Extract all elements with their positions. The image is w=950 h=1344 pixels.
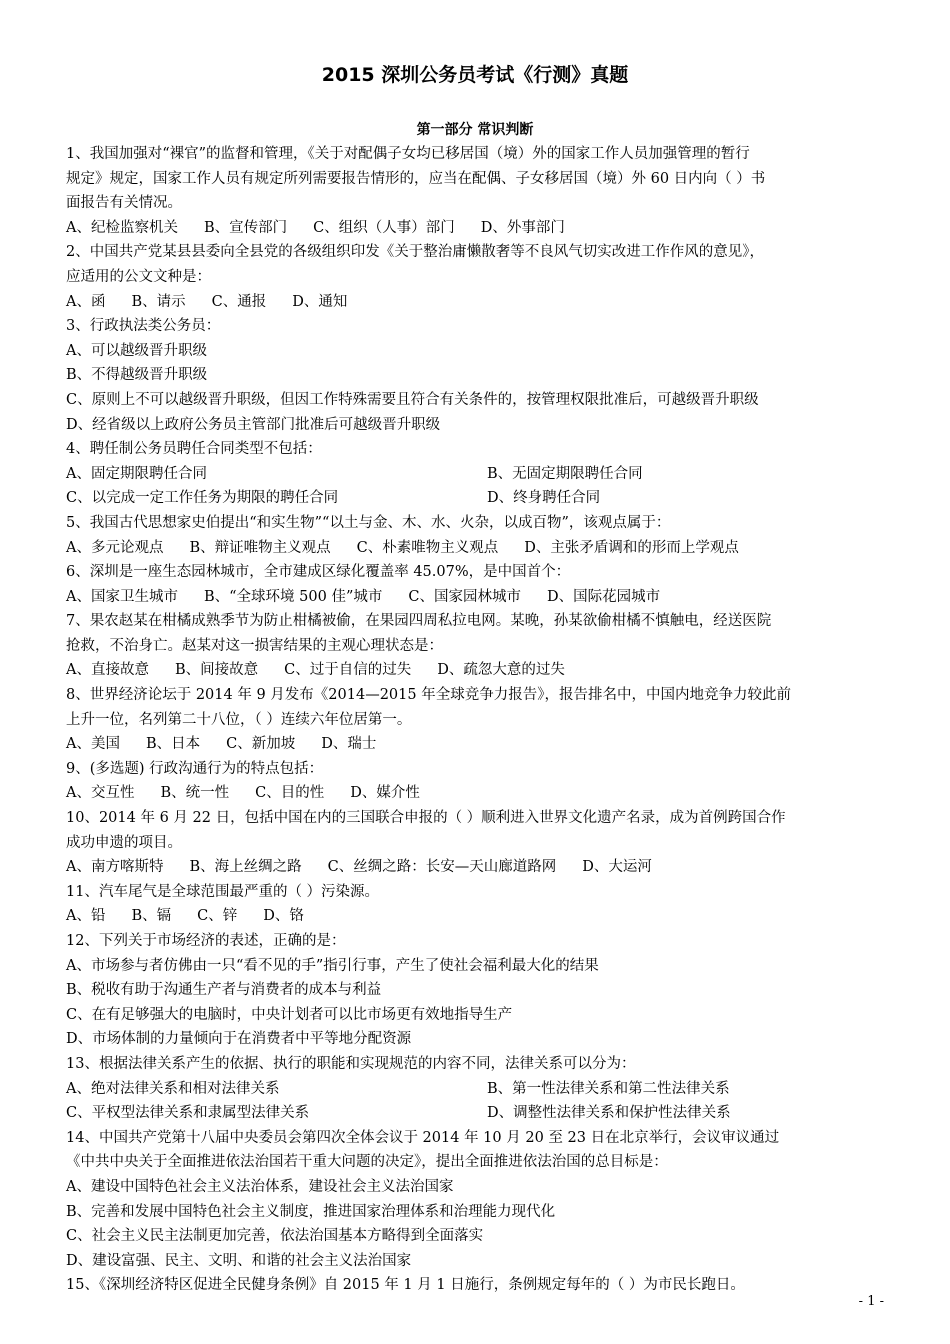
question-10-options (66, 855, 886, 880)
question-11-options (66, 904, 886, 929)
option-b: B、辩证唯物主义观点 (189, 539, 331, 556)
option-c: C、过于自信的过失 (284, 662, 412, 679)
question-7-options (66, 658, 886, 683)
option-d: D、主张矛盾调和的形而上学观点 (524, 539, 739, 556)
option-d: D、瑞士 (321, 736, 377, 753)
question-13-options (66, 1101, 886, 1126)
option-a: A、多元论观点 (66, 539, 164, 556)
question-7-text: 7、果农赵某在柑橘成熟季节为防止柑橘被偷，在果园四周私拉电网。某晚，孙某欲偷柑橘不慎触电，经送医院 (66, 613, 772, 630)
option-c: C、国家园林城市 (408, 588, 521, 605)
option-a: A、纪检监察机关 (66, 219, 178, 236)
question-14-text: 《中共中央关于全面推进依法治国若干重大问题的决定》，提出全面推进依法治国的总目标是： (66, 1154, 668, 1171)
option-c: C、朴素唯物主义观点 (356, 539, 499, 556)
question-6-text: 6、深圳是一座生态园林城市，全市建成区绿化覆盖率 45.07%，是中国首个： (66, 564, 571, 581)
option-b: B、“全球环境 500 佳”城市 (203, 588, 383, 605)
option-d: D、终身聘任合同 (487, 490, 601, 507)
question-13-text: 13、根据法律关系产生的依据、执行的职能和实现规范的内容不同，法律关系可以分为： (66, 1055, 636, 1072)
option-c: C、通报 (211, 293, 267, 310)
option-b: B、第一性法律关系和第二性法律关系 (487, 1080, 730, 1097)
option-a: A、固定期限聘任合同 (66, 465, 207, 482)
question-10-text: 10、2014 年 6 月 22 日，包括中国在内的三国联合申报的（ ）顺利进入世界文化遗产名录，成为首例跨国合作 (66, 810, 786, 827)
question-1-text: 规定》规定，国家工作人员有规定所列需要报告情形的，应当在配偶、子女移居国（境）外 60 日内向（ ）书 (66, 170, 766, 187)
option-c: C、社会主义民主法制更加完善，依法治国基本方略得到全面落实 (66, 1228, 484, 1245)
option-a: A、函 (66, 293, 106, 310)
option-d: D、市场体制的力量倾向于在消费者中平等地分配资源 (66, 1031, 412, 1048)
option-d: D、通知 (292, 293, 348, 310)
question-9-text: 9、(多选题) 行政沟通行为的特点包括： (66, 760, 324, 777)
option-a: A、美国 (66, 736, 120, 753)
option-d: D、调整性法律关系和保护性法律关系 (487, 1105, 731, 1122)
question-15-text: 15、《深圳经济特区促进全民健身条例》自 2015 年 1 月 1 日施行，条例规定每年的（ ）为市民长跑日。 (66, 1277, 745, 1294)
question-11-text: 11、汽车尾气是全球范围最严重的（ ）污染源。 (66, 883, 380, 900)
option-d: D、疏忽大意的过失 (437, 662, 565, 679)
question-13-options (66, 1077, 886, 1102)
option-c: C、组织（人事）部门 (313, 219, 455, 236)
option-c: C、以完成一定工作任务为期限的聘任合同 (66, 490, 339, 507)
question-7-text: 抢救，不治身亡。赵某对这一损害结果的主观心理状态是： (66, 637, 443, 654)
page-number: - 1 - (858, 1294, 884, 1309)
option-a: A、可以越级晋升职级 (66, 342, 207, 359)
option-a: A、直接故意 (66, 662, 149, 679)
option-b: B、宣传部门 (203, 219, 288, 236)
question-5-options (66, 536, 886, 561)
option-a: A、铅 (66, 908, 106, 925)
question-14-text: 14、中国共产党第十八届中央委员会第四次全体会议于 2014 年 10 月 20 至 23 日在北京举行，会议审议通过 (66, 1129, 780, 1146)
option-b: B、完善和发展中国特色社会主义制度，推进国家治理体系和治理能力现代化 (66, 1203, 556, 1220)
option-b: B、日本 (145, 736, 201, 753)
question-2-text: 应适用的公文文种是： (66, 268, 211, 285)
question-4-options (66, 486, 886, 511)
option-b: B、税收有助于沟通生产者与消费者的成本与利益 (66, 982, 382, 999)
option-d: D、铬 (263, 908, 304, 925)
question-1-text: 面报告有关情况。 (66, 195, 182, 212)
option-b: B、请示 (131, 293, 186, 310)
question-1-options (66, 216, 886, 241)
question-8-text: 上升一位，名列第二十八位，（ ）连续六年位居第一。 (66, 711, 412, 728)
question-6-options (66, 585, 886, 610)
option-c: C、平权型法律关系和隶属型法律关系 (66, 1105, 310, 1122)
question-10-text: 成功申遗的项目。 (66, 834, 182, 851)
option-d: D、大运河 (582, 859, 652, 876)
question-9-options (66, 781, 886, 806)
question-4-text: 4、聘任制公务员聘任合同类型不包括： (66, 441, 322, 458)
option-c: C、丝绸之路：长安—天山廊道路网 (327, 859, 557, 876)
question-2-options (66, 290, 886, 315)
question-4-options (66, 462, 886, 487)
option-d: D、媒介性 (350, 785, 420, 802)
question-8-text: 8、世界经济论坛于 2014 年 9 月发布《2014—2015 年全球竞争力报告》，报告排名中，中国内地竞争力较此前 (66, 687, 791, 704)
option-a: A、市场参与者仿佛由一只“看不见的手”指引行事，产生了使社会福利最大化的结果 (66, 957, 599, 974)
option-a: A、建设中国特色社会主义法治体系，建设社会主义法治国家 (66, 1178, 454, 1195)
option-b: B、间接故意 (174, 662, 259, 679)
question-1-text: 1、我国加强对“裸官”的监督和管理，《关于对配偶子女均已移居国（境）外的国家工作人员加强管理的暂行 (66, 146, 750, 162)
option-d: D、国际花园城市 (546, 588, 661, 605)
option-d: D、建设富强、民主、文明、和谐的社会主义法治国家 (66, 1252, 412, 1269)
question-5-text: 5、我国古代思想家史伯提出“和实生物”“以土与金、木、水、火杂，以成百物”，该观点属于： (66, 514, 671, 531)
question-2-text: 2、中国共产党某县县委向全县党的各级组织印发《关于整治庸懒散奢等不良风气切实改进工作作风的意见》， (66, 244, 764, 261)
option-b: B、镉 (131, 908, 172, 925)
option-a: A、国家卫生城市 (66, 588, 178, 605)
question-list (66, 142, 886, 1298)
document-title: 2015 深圳公务员考试《行测》真题 (321, 64, 629, 86)
option-b: B、不得越级晋升职级 (66, 367, 208, 384)
option-a: A、绝对法律关系和相对法律关系 (66, 1080, 280, 1097)
option-c: C、原则上不可以越级晋升职级，但因工作特殊需要且符合有关条件的，按管理权限批准后，可越级晋升职级 (66, 391, 759, 408)
section-heading: 第一部分 常识判断 (416, 122, 534, 138)
option-b: B、海上丝绸之路 (189, 859, 302, 876)
option-a: A、南方喀斯特 (66, 859, 164, 876)
option-d: D、外事部门 (480, 219, 565, 236)
option-c: C、在有足够强大的电脑时，中央计划者可以比市场更有效地指导生产 (66, 1006, 513, 1023)
question-3-text: 3、行政执法类公务员： (66, 318, 221, 335)
option-a: A、交互性 (66, 785, 135, 802)
option-c: C、锌 (197, 908, 238, 925)
question-8-options (66, 732, 886, 757)
option-b: B、无固定期限聘任合同 (487, 465, 643, 482)
option-d: D、经省级以上政府公务员主管部门批准后可越级晋升职级 (66, 416, 441, 433)
option-c: C、新加坡 (226, 736, 296, 753)
option-c: C、目的性 (255, 785, 325, 802)
option-b: B、统一性 (160, 785, 230, 802)
question-12-text: 12、下列关于市场经济的表述，正确的是： (66, 933, 346, 949)
